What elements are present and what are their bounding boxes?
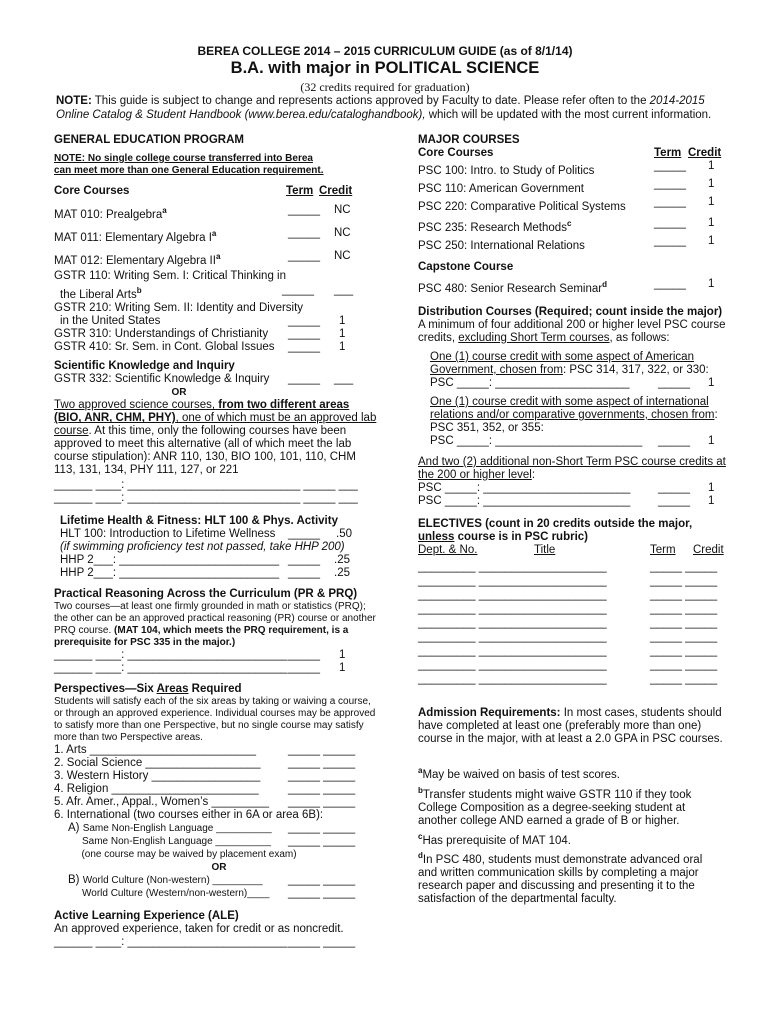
course-row[interactable]: A) Same Non-English Language __________ _____ _____ (68, 822, 356, 835)
ale-text: An approved experience, taken for credit or as noncredit. (54, 923, 344, 936)
footnote: $^d$In PSC 480, students must demonstrate advanced oral and written communication skills by completing a major research paper and discussing and presenting it to the satisfaction of the departmental faculty. (418, 851, 703, 906)
course-row[interactable]: ______ ____: _________________________ _____ _____ (54, 936, 356, 949)
credits-required: (32 credits required for graduation) (300, 80, 470, 94)
course-row[interactable]: Same Non-English Language __________ _____ _____ (82, 835, 356, 848)
major-courses-column (418, 134, 728, 908)
sci-alternative: Two approved science courses, from two different areas (BIO, ANR, CHM, PHY), one of which must be an approved lab course. At this time, only the following courses have been approved to meet this alternative (all of which meet the lab course stipulation): ANR 110, 130, BIO 100, 101, 110, CHM 113, 131, 134, PHY 111, 127, or 221 (54, 399, 377, 477)
core-courses-header: Core Courses Term Credit (54, 185, 353, 197)
course-row[interactable]: ______ ____: _________________________ _____ 1 (54, 662, 346, 675)
intl-relations-text: One (1) course credit with some aspect of international relations and/or comparative governments, chosen from: PSC 351, 352, or 355: (430, 395, 718, 434)
guide-note: NOTE: This guide is subject to change and represents actions approved by Faculty to date. Please refer often to the 2014-2015 Online Catalog & Student Handbook (www.berea.edu/cataloghandbook), which will be updated with the most current information. (56, 95, 712, 121)
elective-row[interactable]: _________ ____________________ _____ _____ (418, 560, 718, 573)
distribution-text: A minimum of four additional 200 or higher level PSC course credits, excluding Short Term courses, as follows: (418, 318, 726, 344)
footnote: $^b$Transfer students might waive GSTR 110 if they took College Composition as a degree-seeking student at another college AND earned a grade of B or higher. (418, 785, 692, 827)
course-row: GSTR 410: Sr. Sem. in Cont. Global Issues _____ 1 (54, 341, 346, 354)
course-row: GSTR 110: Writing Sem. I: Critical Thinking in (54, 270, 286, 283)
course-row: HLT 100: Introduction to Lifetime Wellness _____ .50 (60, 528, 352, 541)
gen-core-list (54, 202, 354, 267)
or-label: OR (211, 862, 227, 874)
course-row: in the United States _____ 1 (60, 315, 346, 328)
major-core-list (418, 160, 728, 253)
additional-credits-text: And two (2) additional non-Short Term PSC course credits at the 200 or higher level: (418, 455, 726, 481)
elective-row[interactable]: _________ ____________________ _____ _____ (418, 630, 718, 643)
degree-title: B.A. with major in POLITICAL SCIENCE (230, 59, 540, 77)
course-row: PSC 235: Research Methods$^c$ _____ 1 (418, 217, 715, 235)
perspective-row[interactable]: 5. Afr. Amer., Appal., Women’s _________ _____ _____ (54, 796, 356, 809)
american-gov-text: One (1) course credit with some aspect of American Government, chosen from: PSC 314, 317, 322, or 330: (430, 350, 709, 376)
elective-row[interactable]: _________ ____________________ _____ _____ (418, 588, 718, 601)
perspective-row[interactable]: 4. Religion _______________________ _____ _____ (54, 783, 356, 796)
pr-header: Practical Reasoning Across the Curriculum (PR & PRQ) (54, 588, 358, 601)
course-row: GSTR 332: Scientific Knowledge & Inquiry _____ ___ (54, 373, 354, 386)
footnote: $^a$May be waived on basis of test scores. (418, 765, 620, 781)
distribution-header: Distribution Courses (Required; count inside the major) (418, 305, 723, 318)
course-row: MAT 010: Prealgebra$^a$ _____ NC (54, 204, 351, 221)
waiver-note: (one course may be waived by placement exam) (81, 849, 297, 861)
course-row[interactable]: ______ ____: _________________________ _____ 1 (54, 649, 346, 662)
course-row[interactable]: PSC _____: _______________________ _____ 1 (418, 481, 715, 494)
elective-row[interactable]: _________ ____________________ _____ _____ (418, 644, 718, 657)
course-row[interactable]: World Culture (Western/non-western)____ _____ _____ (82, 887, 356, 900)
blank-course-row[interactable]: ______ ____: ___________________________ _____ ___ (54, 492, 358, 505)
perspectives-header: Perspectives—Six Areas Required (54, 683, 242, 696)
course-row: GSTR 310: Understandings of Christianity _____ 1 (54, 328, 346, 341)
course-row: PSC 110: American Government _____ 1 (418, 177, 715, 195)
or-label: OR (171, 387, 187, 399)
perspective-row[interactable]: 3. Western History _________________ _____ _____ (54, 770, 356, 783)
course-row: the Liberal Arts$^b$ _____ ___ (60, 284, 354, 302)
capstone-header: Capstone Course (418, 261, 514, 274)
course-row[interactable]: HHP 2___: _________________________ _____ .25 (60, 554, 350, 567)
perspective-row[interactable]: 2. Social Science __________________ _____ _____ (54, 757, 356, 770)
perspective-row[interactable]: 1. Arts __________________________ _____ _____ (54, 744, 356, 757)
course-row: PSC 100: Intro. to Study of Politics _____ 1 (418, 160, 715, 177)
course-row: PSC 220: Comparative Political Systems _____ 1 (418, 195, 715, 213)
hlt-note: (if swimming proficiency test not passed, take HHP 200) (60, 541, 345, 554)
ale-header: Active Learning Experience (ALE) (54, 910, 239, 923)
perspectives-list (54, 744, 354, 809)
elective-row[interactable]: _________ ____________________ _____ _____ (418, 574, 718, 587)
course-row: PSC 480: Senior Research Seminar$^d$ _____ 1 (418, 278, 715, 295)
guide-title: BEREA COLLEGE 2014 – 2015 CURRICULUM GUIDE (as of 8/1/14) (197, 44, 573, 58)
course-row[interactable]: PSC _____: _______________________ _____ 1 (418, 494, 715, 507)
course-row[interactable]: PSC _____: _____________________ _____ 1 (430, 376, 715, 389)
major-core-header: Core Courses Term Credit (418, 147, 722, 159)
hlt-header: Lifetime Health & Fitness: HLT 100 & Phys. Activity (60, 515, 338, 528)
course-row[interactable]: B) World Culture (Non-western) _________ _____ _____ (68, 874, 356, 887)
course-row: GSTR 210: Writing Sem. II: Identity and Diversity (54, 302, 304, 315)
major-title: MAJOR COURSES (418, 134, 520, 146)
elective-row[interactable]: _________ ____________________ _____ _____ (418, 602, 718, 615)
course-row[interactable]: PSC _____: _______________________ _____ 1 (430, 434, 715, 447)
pr-text: Two courses—at least one firmly grounded in math or statistics (PRQ); the other can be an approved practical reasoning (PR) course or another PRQ course. (MAT 104, which meets the PRQ requirement, is a prerequisite for PSC 335 in the major.) (54, 601, 376, 649)
course-row: MAT 011: Elementary Algebra $I^a$ _____ NC (54, 226, 351, 244)
blank-course-row[interactable]: ______ ____: ___________________________ _____ ___ (54, 479, 358, 492)
electives-rows (418, 561, 728, 686)
footnotes (418, 764, 728, 906)
elective-row[interactable]: _________ ____________________ _____ _____ (418, 616, 718, 629)
electives-header: ELECTIVES (count in 20 credits outside the major, unless course is in PSC rubric) (418, 517, 693, 543)
admission-requirements: Admission Requirements: In most cases, students should have completed at least one (preferably more than one) course in the major, with at least a 2.0 GPA in PSC courses. (418, 706, 723, 745)
course-row[interactable]: HHP 2___: _________________________ _____ .25 (60, 567, 350, 580)
elective-row[interactable]: _________ ____________________ _____ _____ (418, 672, 718, 685)
elective-row[interactable]: _________ ____________________ _____ _____ (418, 658, 718, 671)
footnote: $^c$Has prerequisite of MAT 104. (418, 831, 571, 847)
gen-ed-note-1: NOTE: No single college course transferred into Berea (54, 153, 313, 164)
electives-columns: Dept. & No. Title Term Credit (418, 543, 724, 556)
general-education-column (54, 134, 377, 949)
intl-label: 6. International (two courses either in 6A or area 6B): (54, 809, 324, 822)
perspectives-text: Students will satisfy each of the six areas by taking or waiving a course, or through an approved experience. Individual courses may be approved to satisfy more than one Perspective, but no single course may satisfy more than two Perspective areas. (54, 696, 376, 744)
gen-ed-note-2: can meet more than one General Education requirement. (54, 165, 324, 176)
sci-header: Scientific Knowledge and Inquiry (54, 360, 235, 373)
course-row: PSC 250: International Relations _____ 1 (418, 235, 715, 253)
gen-ed-title: GENERAL EDUCATION PROGRAM (54, 134, 244, 146)
course-row: MAT 012: Elementary Algebra $II^a$ _____ NC (54, 249, 351, 267)
